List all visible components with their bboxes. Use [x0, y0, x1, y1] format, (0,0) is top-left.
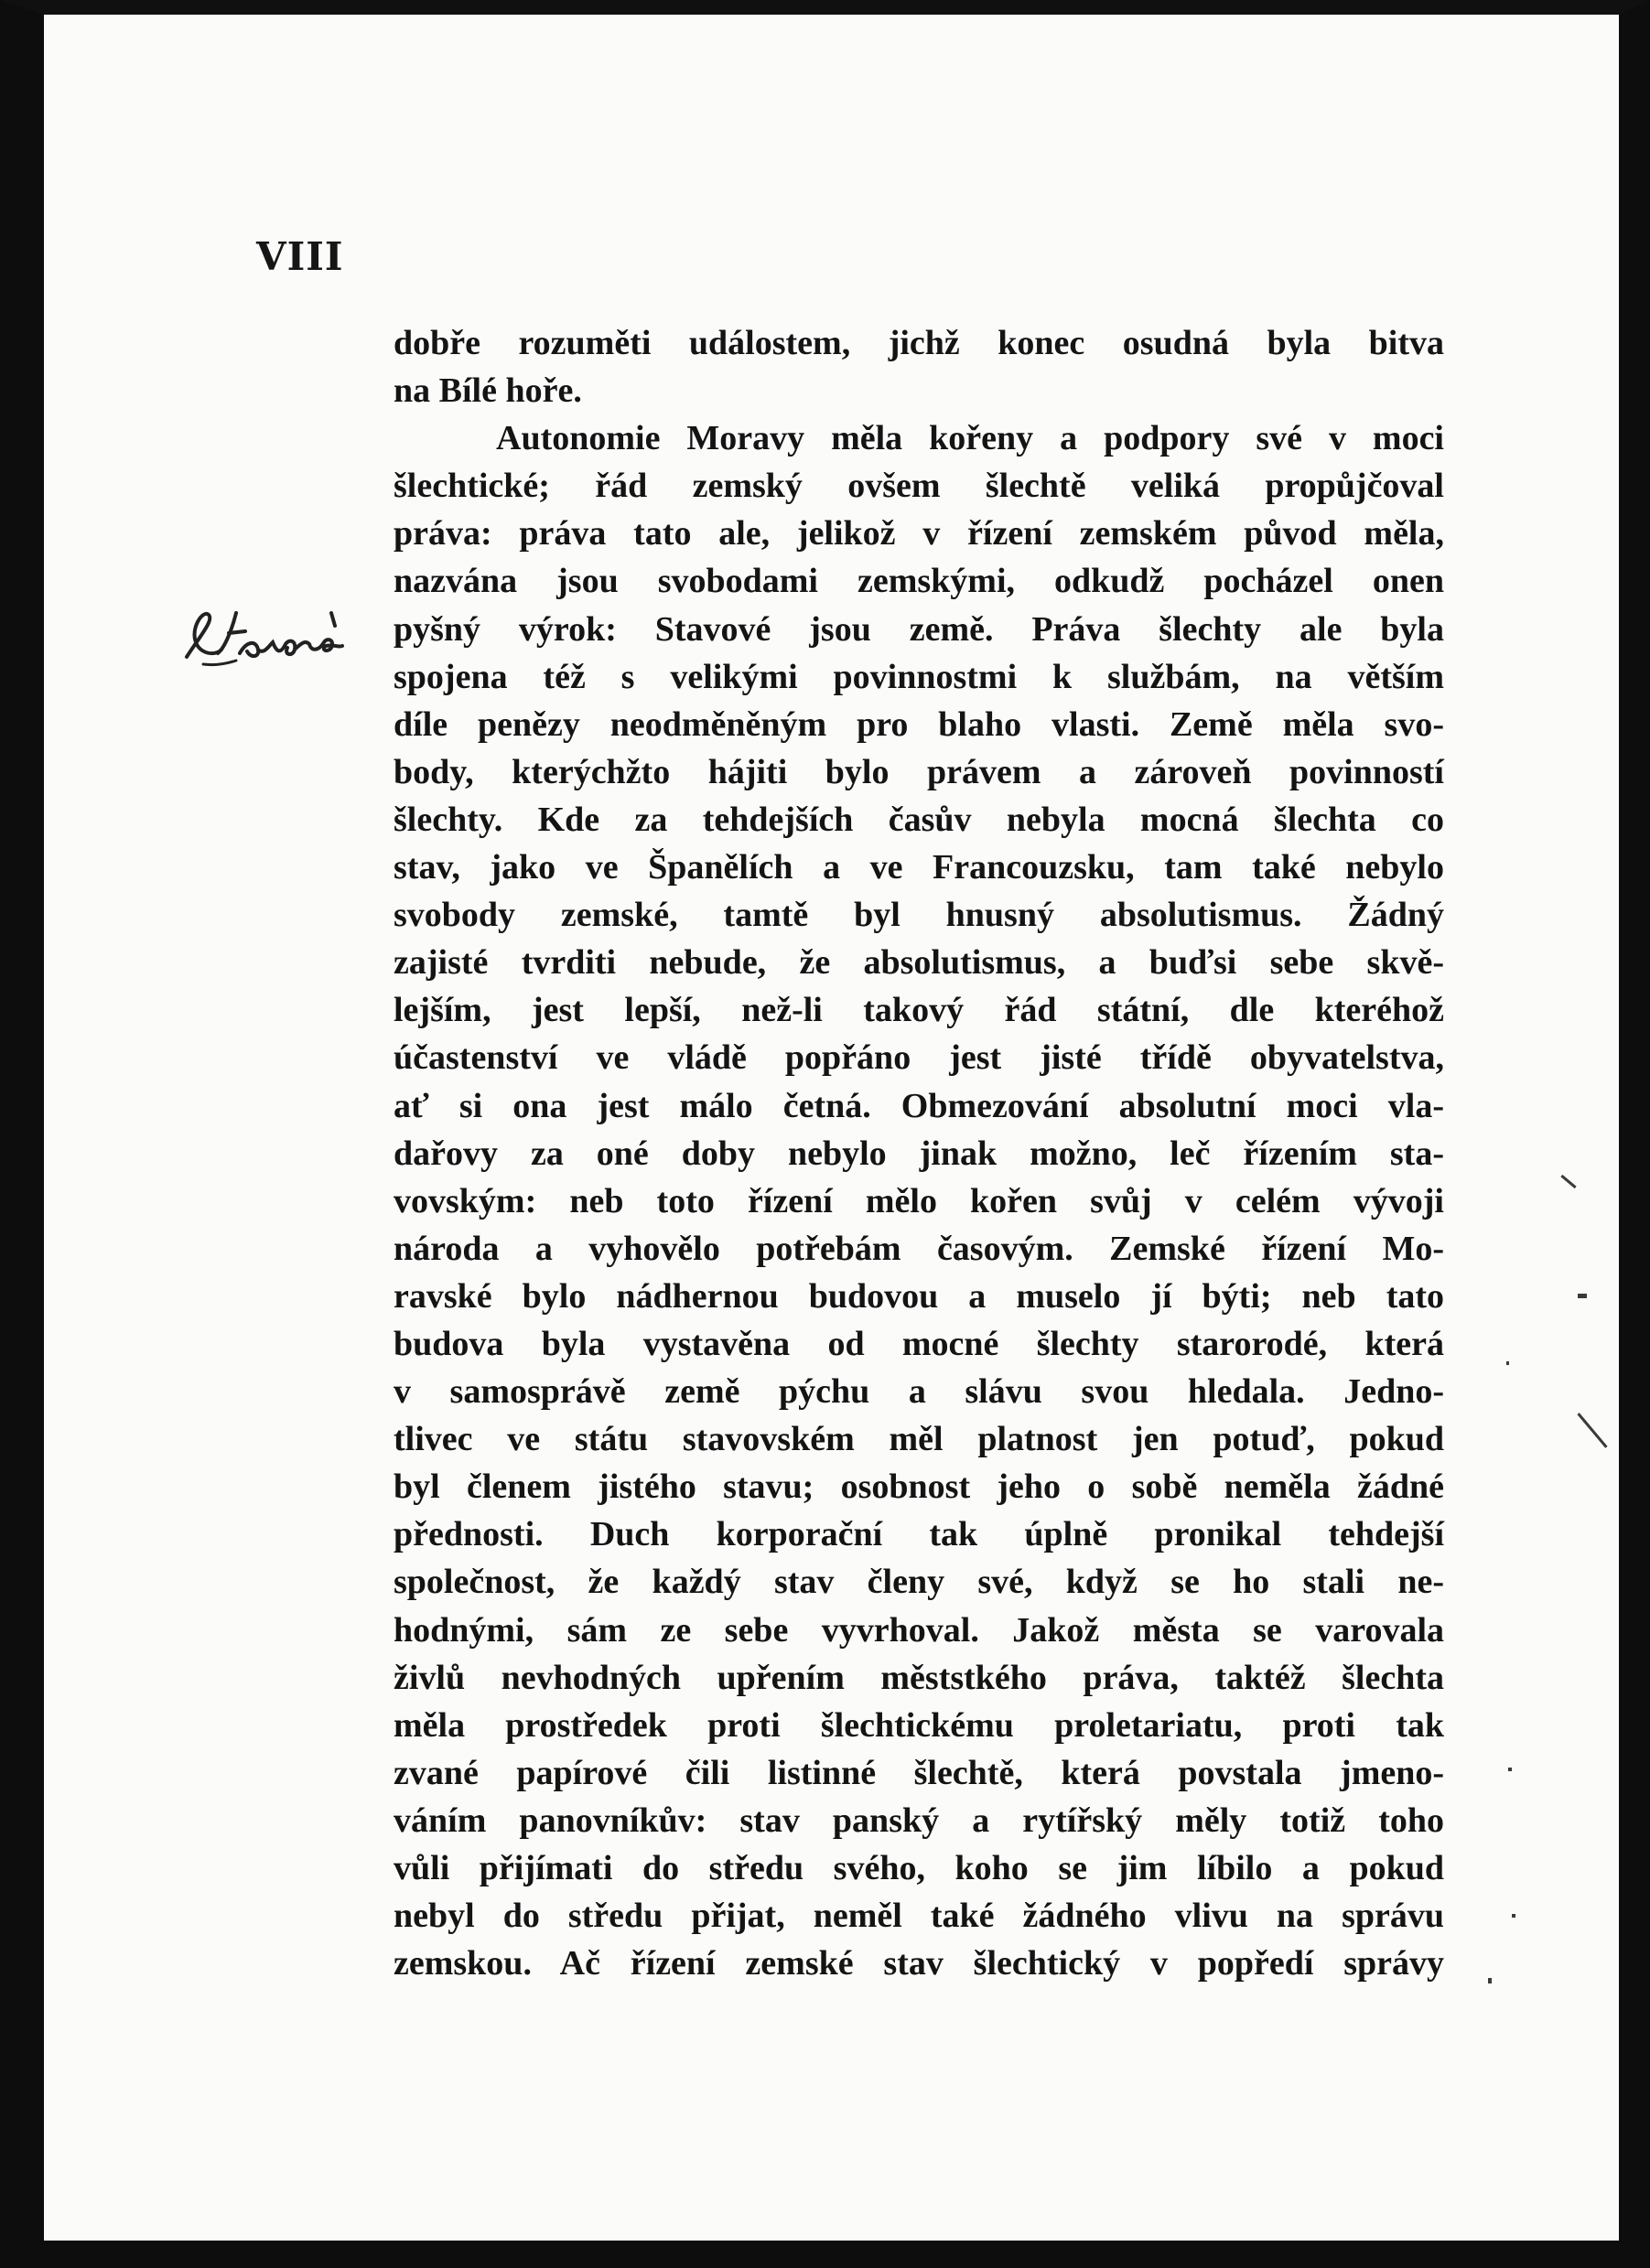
- text-line: pyšný výrok: Stavové jsou země. Práva šlechty ale byla: [394, 609, 1444, 649]
- text-line: spojena též s velikými povinnostmi k službám, na větším: [394, 657, 1444, 696]
- scan-mark: [1578, 1294, 1587, 1298]
- text-line: v samosprávě země pýchu a slávu svou hledala. Jedno-: [394, 1372, 1444, 1412]
- text-line: Autonomie Moravy měla kořeny a podpory své v moci: [496, 419, 1444, 458]
- text-line: díle penězy neodměněným pro blaho vlasti. Země měla svo-: [394, 704, 1444, 744]
- text-line: živlů nevhodných upřením měststkého práva, taktéž šlechta: [394, 1658, 1444, 1697]
- text-line: zvané papírové čili listinné šlechtě, která povstala jmeno-: [394, 1753, 1444, 1792]
- text-line: budova byla vystavěna od mocné šlechty starorodé, která: [394, 1324, 1444, 1363]
- text-line: nebyl do středu přijat, neměl také žádného vlivu na správu: [394, 1897, 1444, 1936]
- text-line: lejším, jest lepší, než-li takový řád státní, dle kteréhož: [394, 991, 1444, 1030]
- text-line: vůli přijímati do středu svého, koho se jim líbilo a pokud: [394, 1849, 1444, 1887]
- scan-mark: [1512, 1914, 1515, 1918]
- scan-mark: [1508, 1768, 1512, 1771]
- text-line: nazvána jsou svobodami zemskými, odkudž pocházel onen: [394, 562, 1444, 601]
- text-line: účastenství ve vládě popřáno jest jisté třídě obyvatelstva,: [394, 1038, 1444, 1078]
- text-line: ať si ona jest málo četná. Obmezování absolutní moci vla-: [394, 1086, 1444, 1125]
- text-line: body, kterýchžto hájiti bylo právem a zároveň povinností: [394, 752, 1444, 791]
- page-number: VIII: [256, 234, 344, 279]
- text-line: váním panovníkův: stav panský a rytířský měly totiž toho: [394, 1800, 1444, 1840]
- scan-mark: [1577, 1413, 1607, 1448]
- text-line: šlechtické; řád zemský ovšem šlechtě veliká propůjčoval: [394, 467, 1444, 506]
- scan-mark: [1488, 1978, 1492, 1983]
- margin-note-signature: [181, 600, 348, 673]
- text-line: tlivec ve státu stavovském měl platnost jen potuď, pokud: [394, 1420, 1444, 1459]
- text-line: byl členem jistého stavu; osobnost jeho o sobě neměla žádné: [394, 1467, 1444, 1507]
- text-line: národa a vyhovělo potřebám časovým. Zemské řízení Mo-: [394, 1229, 1444, 1268]
- margin-note-handwritten: [181, 600, 348, 673]
- text-line: šlechty. Kde za tehdejších časův nebyla mocná šlechta co: [394, 800, 1444, 839]
- text-line: dobře rozuměti událostem, jichž konec osudná byla bitva: [394, 324, 1444, 362]
- text-line: měla prostředek proti šlechtickému proletariatu, proti tak: [394, 1705, 1444, 1745]
- text-line: stav, jako ve Španělích a ve Francouzsku, tam také nebylo: [394, 848, 1444, 887]
- scan-mark: [1506, 1361, 1509, 1365]
- scan-mark: [1560, 1175, 1576, 1188]
- text-line: zemskou. Ač řízení zemské stav šlechtický v popředí správy: [394, 1944, 1444, 1983]
- text-line: společnost, že každý stav členy své, když se ho stali ne-: [394, 1563, 1444, 1602]
- text-line: přednosti. Duch korporační tak úplně pronikal tehdejší: [394, 1515, 1444, 1554]
- text-line: dařovy za oné doby nebylo jinak možno, leč řízením sta-: [394, 1134, 1444, 1173]
- text-line: vovským: neb toto řízení mělo kořen svůj v celém vývoji: [394, 1181, 1444, 1220]
- text-line: ravské bylo nádhernou budovou a muselo jí býti; neb tato: [394, 1276, 1444, 1316]
- text-line: na Bílé hoře.: [394, 371, 582, 411]
- text-line: zajisté tvrditi nebude, že absolutismus, a buďsi sebe skvě-: [394, 943, 1444, 983]
- text-line: práva: práva tato ale, jelikož v řízení zemském původ měla,: [394, 514, 1444, 554]
- text-line: svobody zemské, tamtě byl hnusný absolutismus. Žádný: [394, 896, 1444, 935]
- body-text: [394, 319, 1444, 1987]
- text-line: hodnými, sám ze sebe vyvrhoval. Jakož města se varovala: [394, 1610, 1444, 1650]
